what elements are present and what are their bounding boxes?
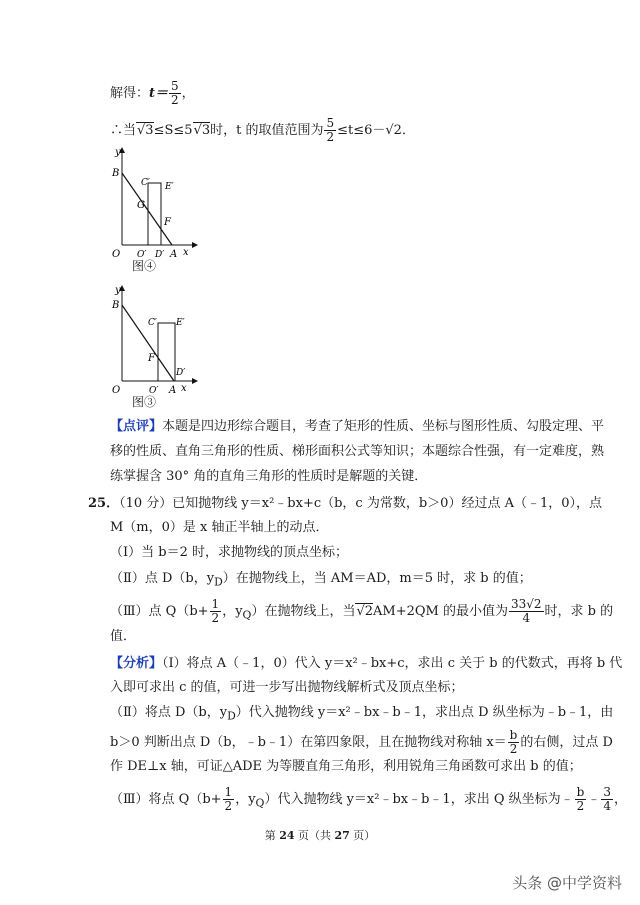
text: （Ⅲ）将点 Q（b+ [110, 792, 222, 807]
text: AM+2QM 的最小值为 [373, 604, 508, 619]
text: ≤S≤5 [153, 123, 193, 138]
point-label-b: B [112, 300, 120, 311]
numerator: 33√2 [510, 597, 542, 611]
numerator: 3 [603, 785, 611, 799]
text: 页） [349, 829, 376, 842]
denominator: 2 [326, 130, 335, 144]
denominator: 4 [603, 799, 611, 813]
axis-label-y: y [115, 147, 121, 158]
axis-label-y: y [115, 285, 121, 296]
numerator: 1 [224, 785, 233, 799]
comment-line-1 [110, 417, 604, 437]
fraction [324, 117, 336, 144]
subscript: D [227, 709, 236, 723]
fraction [223, 786, 235, 813]
analysis-line-3 [110, 703, 613, 727]
text: 时，t 的取值范围为 [210, 123, 324, 138]
text: （10 分）已知抛物线 y＝x²﹣bx+c（b，c 为常数，b＞0）经过点 A（﹣1，0），点 [119, 496, 603, 511]
page-number: 24 [279, 829, 295, 842]
text: （Ⅲ）点 Q（b+ [110, 604, 209, 619]
text: ， [613, 792, 627, 807]
axis-label-x: x [181, 383, 187, 394]
figure-4-diagram [110, 145, 200, 263]
denominator: 2 [224, 799, 233, 813]
page-total: 27 [334, 829, 350, 842]
text: ， [181, 86, 195, 101]
fraction [508, 729, 520, 756]
point-label-d: D′ [155, 250, 165, 260]
analysis-tag: 【分析】 [110, 656, 163, 671]
text: ）代入抛物线 y＝x²﹣bx﹣b﹣1，求出点 D 纵坐标为﹣b﹣1，由 [235, 705, 614, 720]
point-label-o-prime: O′ [137, 250, 147, 260]
problem-25-part-1: （Ⅰ）当 b＝2 时，求抛物线的顶点坐标； [110, 545, 348, 560]
point-label-f: F [148, 353, 155, 364]
analysis-line-4 [110, 729, 613, 756]
text: ）在抛物线上，当 [251, 604, 356, 619]
subscript: Q [255, 796, 265, 810]
comment-line-3: 练掌握含 30° 角的直角三角形的性质时是解题的关键． [110, 469, 428, 484]
denominator: 2 [211, 611, 220, 625]
figure-3-caption: 图③ [132, 395, 157, 409]
sqrt: √3 [193, 123, 211, 138]
text: ≤t≤6－√2． [337, 123, 415, 138]
text: ，y [235, 792, 256, 807]
comment-line-2: 移的性质、直角三角形的性质、梯形面积公式等知识；本题综合性强，有一定难度，熟 [110, 444, 605, 459]
text: （Ⅰ）将点 A（﹣1，0）代入 y＝x²﹣bx+c，求出 c 关于 b 的代数式，再将 b 代 [162, 656, 623, 671]
numerator: 5 [171, 79, 179, 93]
text: ）代入抛物线 y＝x²﹣bx﹣b﹣1，求出 Q 纵坐标为﹣ [264, 792, 574, 807]
fraction [210, 598, 222, 625]
page-footer [0, 827, 640, 843]
point-label-o-prime: O′ [149, 386, 159, 395]
analysis-line-2: 入即可求出 c 的值，可进一步写出抛物线解析式及顶点坐标； [110, 680, 464, 695]
point-label-d: D′ [176, 368, 186, 378]
text: t＝ [149, 86, 169, 101]
fraction [169, 80, 181, 107]
figure-3-diagram [110, 283, 200, 395]
analysis-line-1 [110, 654, 622, 674]
text: 解得： [110, 86, 150, 101]
figure-4-caption: 图④ [132, 259, 157, 273]
solution-line-1 [110, 80, 195, 107]
problem-25-part-3 [110, 598, 613, 626]
text: ）在抛物线上，当 AM＝AD，m＝5 时，求 b 的值； [222, 571, 532, 586]
watermark: 头条 @中学资料 [512, 874, 622, 892]
text: 第 [264, 829, 280, 842]
text: （Ⅱ）将点 D（b，y [110, 705, 228, 720]
subscript: Q [242, 608, 252, 622]
text: b＞0 判断出点 D（b，﹣b﹣1）在第四象限，且在抛物线对称轴 x＝ [110, 735, 507, 750]
point-label-e: E′ [176, 318, 185, 328]
numerator: 1 [211, 597, 220, 611]
problem-25-part-2 [110, 569, 532, 593]
numerator: b [576, 785, 585, 799]
point-label-e: E′ [165, 182, 174, 192]
fraction [509, 598, 544, 625]
problem-number: 25． [88, 496, 120, 511]
point-label-c: C′ [148, 318, 157, 328]
point-label-g: G [137, 200, 145, 211]
sqrt: √2 [356, 604, 374, 619]
point-label-b: B [112, 168, 120, 179]
analysis-line-6 [110, 786, 627, 814]
comment-tag: 【点评】 [110, 419, 163, 434]
axis-label-x: x [183, 247, 189, 258]
fraction [601, 786, 613, 813]
text: ∴当 [110, 123, 137, 138]
point-label-f: F [164, 217, 171, 228]
numerator: 5 [326, 116, 335, 130]
figure-4 [110, 145, 200, 263]
point-label-c: C′ [141, 178, 150, 188]
text: ，y [222, 604, 243, 619]
point-label-o: O [112, 249, 121, 260]
text: 页（共 [294, 829, 335, 842]
denominator: 2 [509, 742, 518, 756]
fraction [575, 786, 587, 813]
point-label-o: O [112, 385, 121, 395]
text: 的右侧，过点 D [520, 735, 613, 750]
analysis-line-5: 作 DE⊥x 轴，可证△ADE 为等腰直角三角形，利用锐角三角函数可求出 b 的值； [110, 759, 582, 774]
text: （Ⅱ）点 D（b，y [110, 571, 215, 586]
figure-3 [110, 283, 200, 395]
numerator: b [509, 728, 518, 742]
denominator: 2 [171, 93, 179, 107]
sqrt: √3 [137, 123, 154, 138]
point-label-a: A [169, 385, 177, 395]
solution-line-2 [110, 117, 415, 144]
denominator: 4 [522, 611, 531, 625]
denominator: 2 [576, 799, 585, 813]
problem-25-line-2: M（m，0）是 x 轴正半轴上的动点． [110, 520, 329, 535]
text: 本题是四边形综合题目，考查了矩形的性质、坐标与图形性质、勾股定理、平 [162, 419, 605, 434]
problem-25-line-1 [88, 494, 602, 514]
text: ﹣ [587, 792, 601, 807]
text: 时，求 b 的 [544, 604, 614, 619]
point-label-a: A [170, 249, 178, 260]
subscript: D [214, 575, 223, 589]
problem-25-part-3-end: 值． [110, 629, 137, 644]
